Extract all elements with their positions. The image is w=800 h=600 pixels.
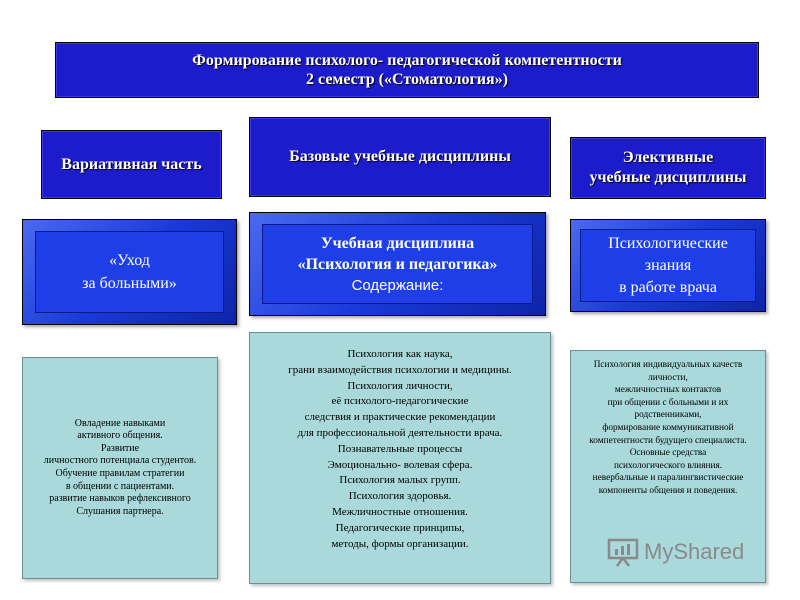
panel-center-line: следствия и практические рекомендации: [304, 411, 496, 424]
watermark: [606, 537, 744, 567]
title-line-2: 2 семестр («Стоматология»): [306, 71, 508, 88]
panel-right-line: компетентности будущего специалиста.: [589, 435, 747, 446]
panel-right-line: родственниками,: [634, 410, 702, 421]
watermark-text: MyShared: [644, 539, 745, 564]
module-right-face: [580, 229, 756, 302]
header-elective-line-2: учебные дисциплины: [589, 169, 747, 186]
panel-center-line: Эмоционально- волевая сфера.: [327, 458, 473, 471]
panel-left-line: в общении с пациентами.: [65, 480, 175, 492]
panel-center-line: грани взаимодействия психологии и медицины.: [288, 363, 512, 376]
module-patient-care-line-1: «Уход: [109, 252, 150, 269]
panel-right-line: Основные средства: [629, 448, 707, 459]
module-right-line-3: в работе врача: [619, 278, 717, 296]
panel-left-line: Развитие: [100, 442, 140, 454]
panel-right-line: компоненты общения и поведения.: [598, 485, 738, 496]
panel-right-line: личности,: [648, 372, 688, 383]
module-psychological-knowledge: [570, 219, 766, 312]
panel-center-line: для профессиональной деятельности врача.: [297, 426, 503, 439]
panel-left-line: личностного потенциала студентов.: [43, 455, 197, 467]
presentation-board-icon: [606, 537, 640, 567]
module-patient-care-face: [35, 231, 224, 313]
panel-basic-content: [249, 332, 551, 584]
title-line-1: Формирование психолого- педагогической компетентности: [192, 52, 622, 69]
panel-right-line: психологического влияния.: [613, 460, 723, 471]
header-basic: [249, 117, 551, 197]
panel-center-line: Психология здоровья.: [348, 490, 452, 503]
panel-center-line: методы, формы организации.: [331, 537, 469, 550]
panel-right-line: формирование коммуникативной: [602, 422, 734, 433]
header-variative: [41, 130, 222, 199]
panel-left-line: Овладение навыками: [74, 417, 166, 429]
module-center-line-2: «Психология и педагогика»: [297, 255, 498, 273]
panel-center-line: Межличностные отношения.: [332, 505, 468, 518]
panel-right-line: Психология индивидуальных качеств: [593, 360, 743, 370]
panel-center-line: Педагогические принципы,: [335, 521, 465, 534]
panel-center-line: Психология малых групп.: [339, 474, 461, 487]
panel-left-line: активного общения.: [77, 430, 163, 442]
panel-right-line: межличностных контактов: [614, 385, 722, 396]
panel-right-line: при общении с больными и их: [607, 397, 729, 408]
panel-left-line: развитие навыков рефлексивного: [49, 493, 191, 505]
module-center-line-3: Содержание:: [351, 276, 444, 294]
module-patient-care-line-2: за больными»: [82, 275, 177, 292]
module-center-line-1: Учебная дисциплина: [320, 234, 475, 252]
panel-center-line: Познавательные процессы: [337, 442, 463, 455]
module-psychology-pedagogy: [249, 212, 546, 316]
module-patient-care: [22, 219, 237, 325]
header-basic-label: Базовые учебные дисциплины: [289, 148, 511, 165]
header-elective: [570, 137, 766, 199]
panel-center-line: её психолого-педагогические: [331, 395, 469, 408]
panel-right-line: невербальные и паралингвистические: [592, 473, 744, 484]
module-psychology-pedagogy-face: [262, 224, 533, 304]
panel-center-line: Психология как наука,: [347, 348, 453, 360]
module-right-line-1: Психологические: [608, 234, 728, 252]
panel-left-line: Слушания партнера.: [76, 505, 164, 517]
panel-center-line: Психология личности,: [347, 379, 453, 392]
diagram-title: [55, 42, 759, 98]
panel-variative-content: [22, 357, 218, 579]
panel-left-line: Обучение правилам стратегии: [55, 468, 185, 479]
module-right-line-2: знания: [644, 256, 692, 274]
header-variative-label: Вариативная часть: [61, 155, 202, 173]
header-elective-line-1: Элективные: [622, 149, 714, 166]
